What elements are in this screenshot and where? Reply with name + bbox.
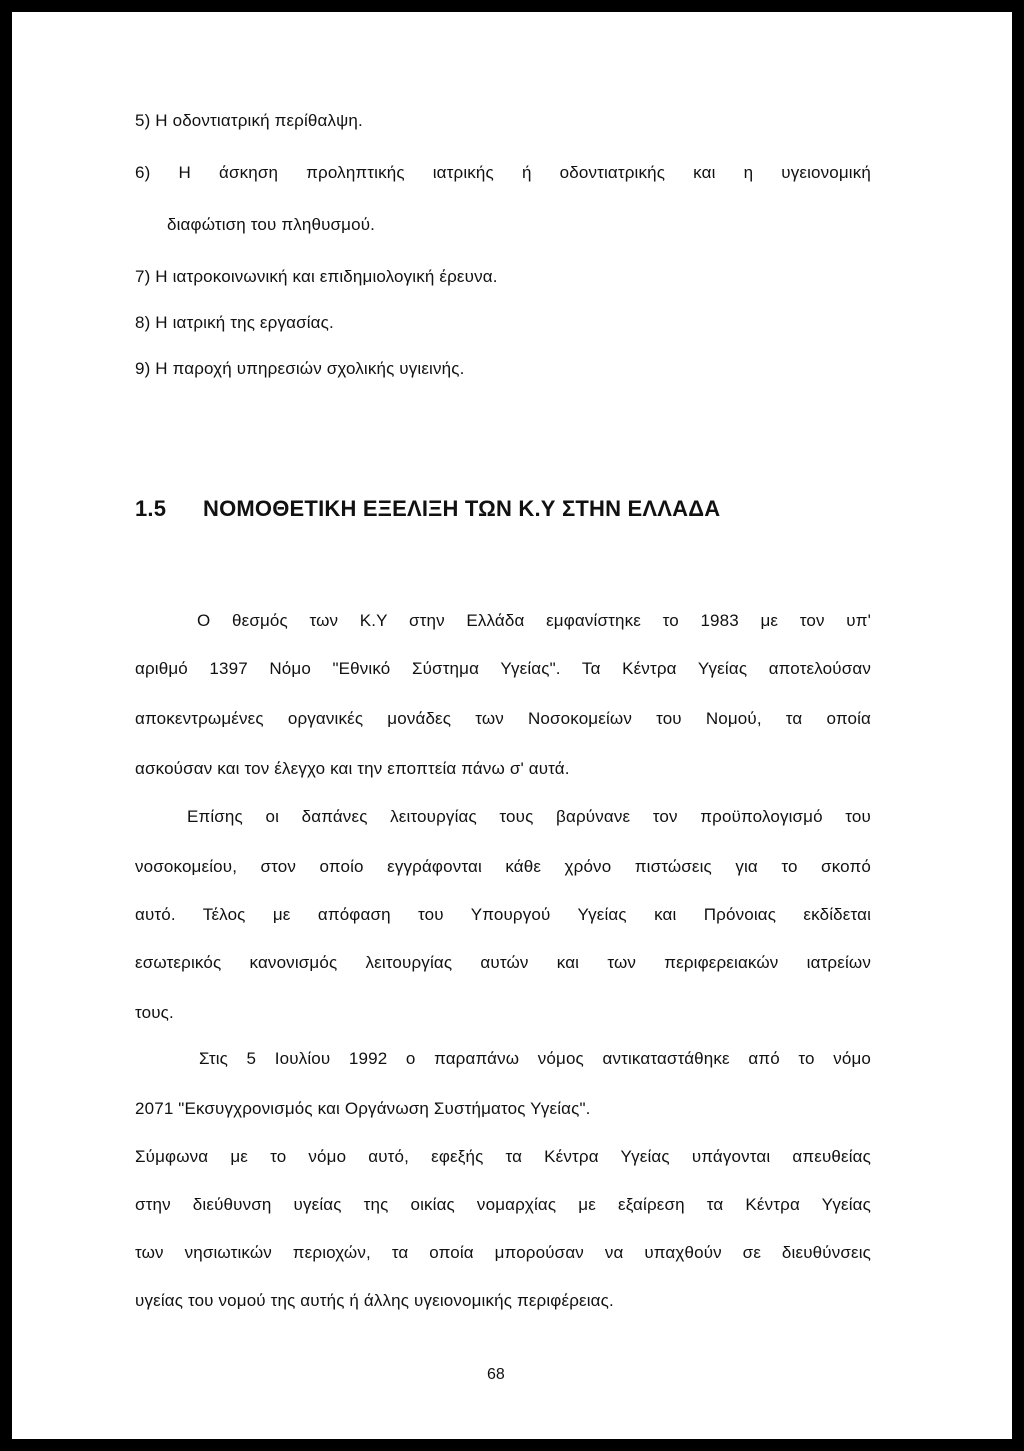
section-number: 1.5 <box>135 496 167 521</box>
paragraph-line: αποκεντρωμένες οργανικές μονάδες των Νοσοκομείων του Νομού, τα οποία <box>135 709 871 728</box>
paragraph-line: εσωτερικός κανονισμός λειτουργίας αυτών και των περιφερειακών ιατρείων <box>135 953 871 972</box>
list-item-7: 7) Η ιατροκοινωνική και επιδημιολογική έρευνα. <box>135 267 498 286</box>
paragraph-line: αριθμό 1397 Νόμο "Εθνικό Σύστημα Υγείας". Τα Κέντρα Υγείας αποτελούσαν <box>135 659 871 678</box>
paragraph-line: αυτό. Τέλος με απόφαση του Υπουργού Υγείας και Πρόνοιας εκδίδεται <box>135 905 871 924</box>
paragraph-line: τους. <box>135 1003 174 1022</box>
paragraph-line: Σύμφωνα με το νόμο αυτό, εφεξής τα Κέντρα Υγείας υπάγονται απευθείας <box>135 1147 871 1166</box>
paragraph-line: των νησιωτικών περιοχών, τα οποία μπορούσαν να υπαχθούν σε διευθύνσεις <box>135 1243 871 1262</box>
section-heading <box>135 496 720 522</box>
paragraph-line: ασκούσαν και τον έλεγχο και την εποπτεία πάνω σ' αυτά. <box>135 759 570 778</box>
paragraph-line: στην διεύθυνση υγείας της οικίας νομαρχίας με εξαίρεση τα Κέντρα Υγείας <box>135 1195 871 1214</box>
paragraph-line: Επίσης οι δαπάνες λειτουργίας τους βαρύνανε τον προϋπολογισμό του <box>187 807 871 826</box>
list-item-8: 8) Η ιατρική της εργασίας. <box>135 313 334 332</box>
paragraph-line: Στις 5 Ιουλίου 1992 ο παραπάνω νόμος αντικαταστάθηκε από το νόμο <box>199 1049 871 1068</box>
list-item-9: 9) Η παροχή υπηρεσιών σχολικής υγιεινής. <box>135 359 465 378</box>
section-title: ΝΟΜΟΘΕΤΙΚΗ ΕΞΕΛΙΞΗ ΤΩΝ Κ.Υ ΣΤΗΝ ΕΛΛΑΔΑ <box>203 496 721 521</box>
list-item-5: 5) Η οδοντιατρική περίθαλψη. <box>135 111 363 130</box>
paragraph-line: νοσοκομείου, στον οποίο εγγράφονται κάθε χρόνο πιστώσεις για το σκοπό <box>135 857 871 876</box>
paragraph-line: υγείας του νομού της αυτής ή άλλης υγειονομικής περιφέρειας. <box>135 1291 614 1310</box>
paragraph-line: 2071 "Εκσυγχρονισμός και Οργάνωση Συστήματος Υγείας". <box>135 1099 591 1118</box>
page-number: 68 <box>487 1366 505 1383</box>
list-item-6: 6) Η άσκηση προληπτικής ιατρικής ή οδοντιατρικής και η υγειονομική <box>135 163 871 182</box>
list-item-6-continuation: διαφώτιση του πληθυσμού. <box>167 215 376 234</box>
document-page <box>12 12 1012 1439</box>
paragraph-line: Ο θεσμός των Κ.Υ στην Ελλάδα εμφανίστηκε το 1983 με τον υπ' <box>197 611 871 630</box>
